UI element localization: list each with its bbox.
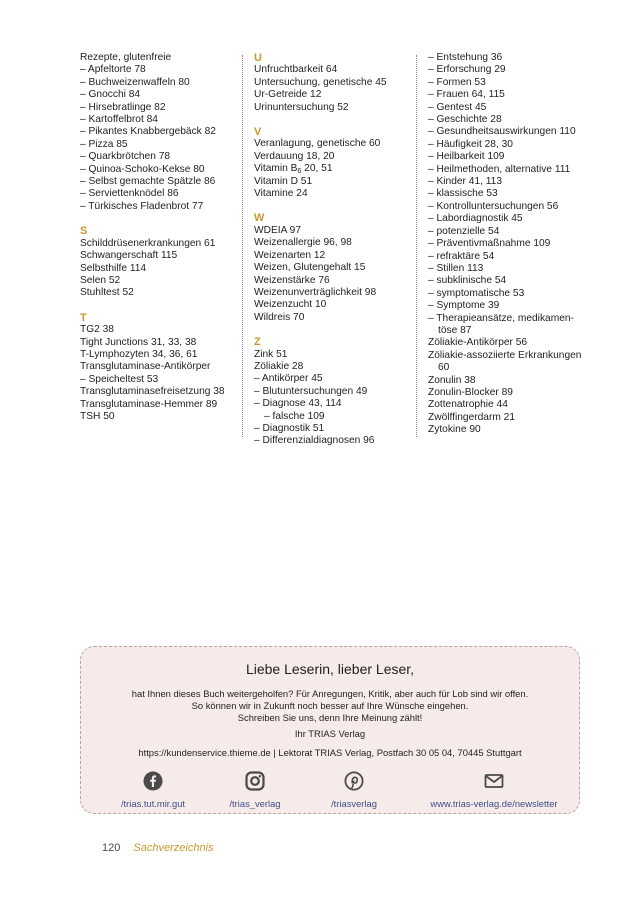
index-entry: Vitamine 24 (254, 188, 308, 200)
index-entry: – Kinder 41, 113 (428, 176, 503, 188)
index-entry: Selbsthilfe 114 (80, 262, 147, 274)
index-entry: Zwölffingerdarm 21 (428, 411, 516, 423)
index-entry: Zöliakie-Antikörper 56 (428, 337, 528, 349)
index-entry: – Heilmethoden, alternative 111 (428, 163, 571, 175)
index-entry: Weizenallergie 96, 98 (254, 237, 352, 249)
index-column-1 (80, 52, 232, 423)
index-entry: – Gentest 45 (428, 101, 487, 113)
index-entry: – Entstehung 36 (428, 52, 503, 63)
index-entry: – Hirsebratlinge 82 (80, 101, 166, 113)
index-entry: – Erforschung 29 (428, 64, 506, 76)
index-entry: – Kartoffelbrot 84 (80, 114, 158, 126)
index-entry: Vitamin $B_6$ 20, 51 (254, 163, 333, 176)
social-pinterest[interactable] (303, 771, 405, 812)
section-name: Sachverzeichnis (133, 842, 214, 854)
index-entry: Urinuntersuchung 52 (254, 101, 349, 113)
index-entry: Unfruchtbarkeit 64 (254, 64, 338, 76)
feedback-line: Schreiben Sie uns, denn Ihre Meinung zählt! (237, 712, 423, 724)
index-entry: Tight Junctions 31, 33, 38 (80, 336, 197, 348)
index-entry: Zottenatrophie 44 (428, 399, 508, 411)
index-entry: Weizenstärke 76 (254, 274, 330, 286)
index-entry: – Heilbarkeit 109 (428, 151, 505, 163)
feedback-title: Liebe Leserin, lieber Leser, (245, 661, 415, 677)
index-entry: – Labordiagnostik 45 (428, 213, 523, 225)
social-newsletter[interactable] (419, 771, 569, 812)
index-entry: Schilddrüsenerkrankungen 61 (80, 237, 216, 249)
index-entry: Zink 51 (254, 348, 288, 360)
index-entry: Selen 52 (80, 274, 121, 286)
index-letter-heading: Z (254, 336, 261, 349)
index-entry: Weizen, Glutengehalt 15 (254, 262, 366, 274)
index-entry: – Formen 53 (428, 76, 486, 88)
index-entry: – Quinoa-Schoko-Kekse 80 (80, 163, 205, 175)
reader-feedback-box (80, 646, 580, 814)
index-entry: – Gesundheitsauswirkungen 110 (428, 126, 576, 138)
index-entry: – Serviettenknödel 86 (80, 188, 179, 200)
index-letter-heading: V (254, 126, 262, 139)
index-entry: – Differenzialdiagnosen 96 (254, 435, 375, 447)
index-entry: – Stillen 113 (428, 262, 484, 274)
index-entry: Zonulin-Blocker 89 (428, 386, 513, 398)
index-letter-heading: S (80, 225, 88, 238)
index-entry: Vitamin D 51 (254, 175, 313, 187)
index-entry: Weizenunverträglichkeit 98 (254, 286, 377, 298)
index-entry: – Diagnose 43, 114 (254, 398, 342, 410)
index-entry: Untersuchung, genetische 45 (254, 76, 387, 88)
index-entry: WDEIA 97 (254, 224, 301, 236)
index-entry: T-Lymphozyten 34, 36, 61 (80, 348, 198, 360)
index-entry: – Symptome 39 (428, 300, 500, 312)
index-letter-heading: U (254, 52, 262, 64)
feedback-contact: https://kundenservice.thieme.de | Lektorat TRIAS Verlag, Postfach 30 05 04, 70445 Stuttgart (138, 747, 522, 758)
column-divider (416, 55, 417, 437)
index-entry: – Gnocchi 84 (80, 89, 141, 101)
index-entry: Schwangerschaft 115 (80, 250, 178, 262)
index-entry: – refraktäre 54 (428, 250, 495, 262)
index-entry: – potenzielle 54 (428, 225, 500, 237)
social-facebook[interactable] (103, 771, 203, 812)
index-entry: – Pizza 85 (80, 138, 128, 150)
index-letter-heading: T (80, 311, 87, 324)
column-divider (242, 55, 243, 437)
index-entry: – Apfeltorte 78 (80, 64, 146, 76)
index-entry: Zöliakie 28 (254, 360, 304, 372)
index-entry: – Präventivmaßnahme 109 (428, 238, 551, 250)
index-entry: – Häufigkeit 28, 30 (428, 138, 513, 150)
index-entry: – Kontrolluntersuchungen 56 (428, 200, 559, 212)
pinterest-icon (344, 771, 364, 791)
index-entry: – Speicheltest 53 (80, 373, 159, 385)
index-entry: – Pikantes Knabbergebäck 82 (80, 126, 216, 138)
index-entry: Transglutaminase-Hemmer 89 (80, 398, 218, 410)
mail-icon (484, 771, 504, 791)
index-entry: Ur-Getreide 12 (254, 89, 322, 101)
index-entry: – klassische 53 (428, 188, 498, 200)
index-entry: – falsche 109 (264, 410, 325, 422)
index-entry: Transglutaminasefreisetzung 38 (80, 386, 225, 398)
index-entry: Weizenzucht 10 (254, 299, 327, 311)
index-entry: – Selbst gemachte Spätzle 86 (80, 176, 216, 188)
feedback-line: So können wir in Zukunft noch besser auf Ihre Wünsche eingehen. (191, 700, 469, 712)
facebook-icon (143, 771, 163, 791)
page-number: 120 (102, 842, 121, 854)
index-letter-heading: W (254, 212, 265, 225)
feedback-line: hat Ihnen dieses Buch weitergeholfen? Für Anregungen, Kritik, aber auch für Lob sind wir offen. (131, 688, 529, 699)
index-entry: Verdauung 18, 20 (254, 150, 335, 162)
feedback-text (81, 688, 579, 725)
index-entry: Stuhltest 52 (80, 287, 134, 299)
feedback-signature: Ihr TRIAS Verlag (294, 728, 366, 739)
index-entry: – Therapieansätze, medikamen- (428, 312, 574, 324)
index-entry: Zöliakie-assoziierte Erkrankungen (428, 349, 582, 361)
index-entry: 60 (438, 362, 450, 374)
index-column-3 (428, 52, 588, 437)
index-entry: – Türkisches Fladenbrot 77 (80, 200, 204, 212)
index-entry: – Blutuntersuchungen 49 (254, 385, 368, 397)
index-entry: Weizenarten 12 (254, 249, 326, 261)
index-entry: – Diagnostik 51 (254, 422, 325, 434)
index-entry: TG2 38 (80, 324, 114, 336)
index-entry: – Frauen 64, 115 (428, 89, 505, 101)
instagram-link[interactable]: /trias_verlag (229, 798, 281, 809)
facebook-link[interactable]: /trias.tut.mir.gut (120, 798, 186, 809)
index-entry: Wildreis 70 (254, 311, 305, 323)
index-column-2 (254, 52, 412, 448)
index-entry: töse 87 (438, 324, 472, 336)
social-instagram[interactable] (203, 771, 307, 812)
index-entry: – subklinische 54 (428, 275, 507, 287)
index-entry: Zytokine 90 (428, 424, 481, 436)
index-entry: – Quarkbrötchen 78 (80, 151, 171, 163)
index-entry: Veranlagung, genetische 60 (254, 138, 381, 150)
page-footer (102, 842, 214, 854)
index-entry: TSH 50 (80, 410, 115, 422)
index-entry: – symptomatische 53 (428, 287, 525, 299)
newsletter-link[interactable]: www.trias-verlag.de/newsletter (430, 798, 558, 809)
index-entry: Transglutaminase-Antikörper (80, 361, 211, 373)
index-entry: – Buchweizenwaffeln 80 (80, 76, 190, 88)
index-entry: – Geschichte 28 (428, 114, 502, 126)
instagram-icon (245, 771, 265, 791)
index-entry: Rezepte, glutenfreie (80, 52, 172, 63)
index-entry: Zonulin 38 (428, 374, 476, 386)
pinterest-link[interactable]: /triasverlag (331, 798, 377, 809)
index-entry: – Antikörper 45 (254, 373, 323, 385)
